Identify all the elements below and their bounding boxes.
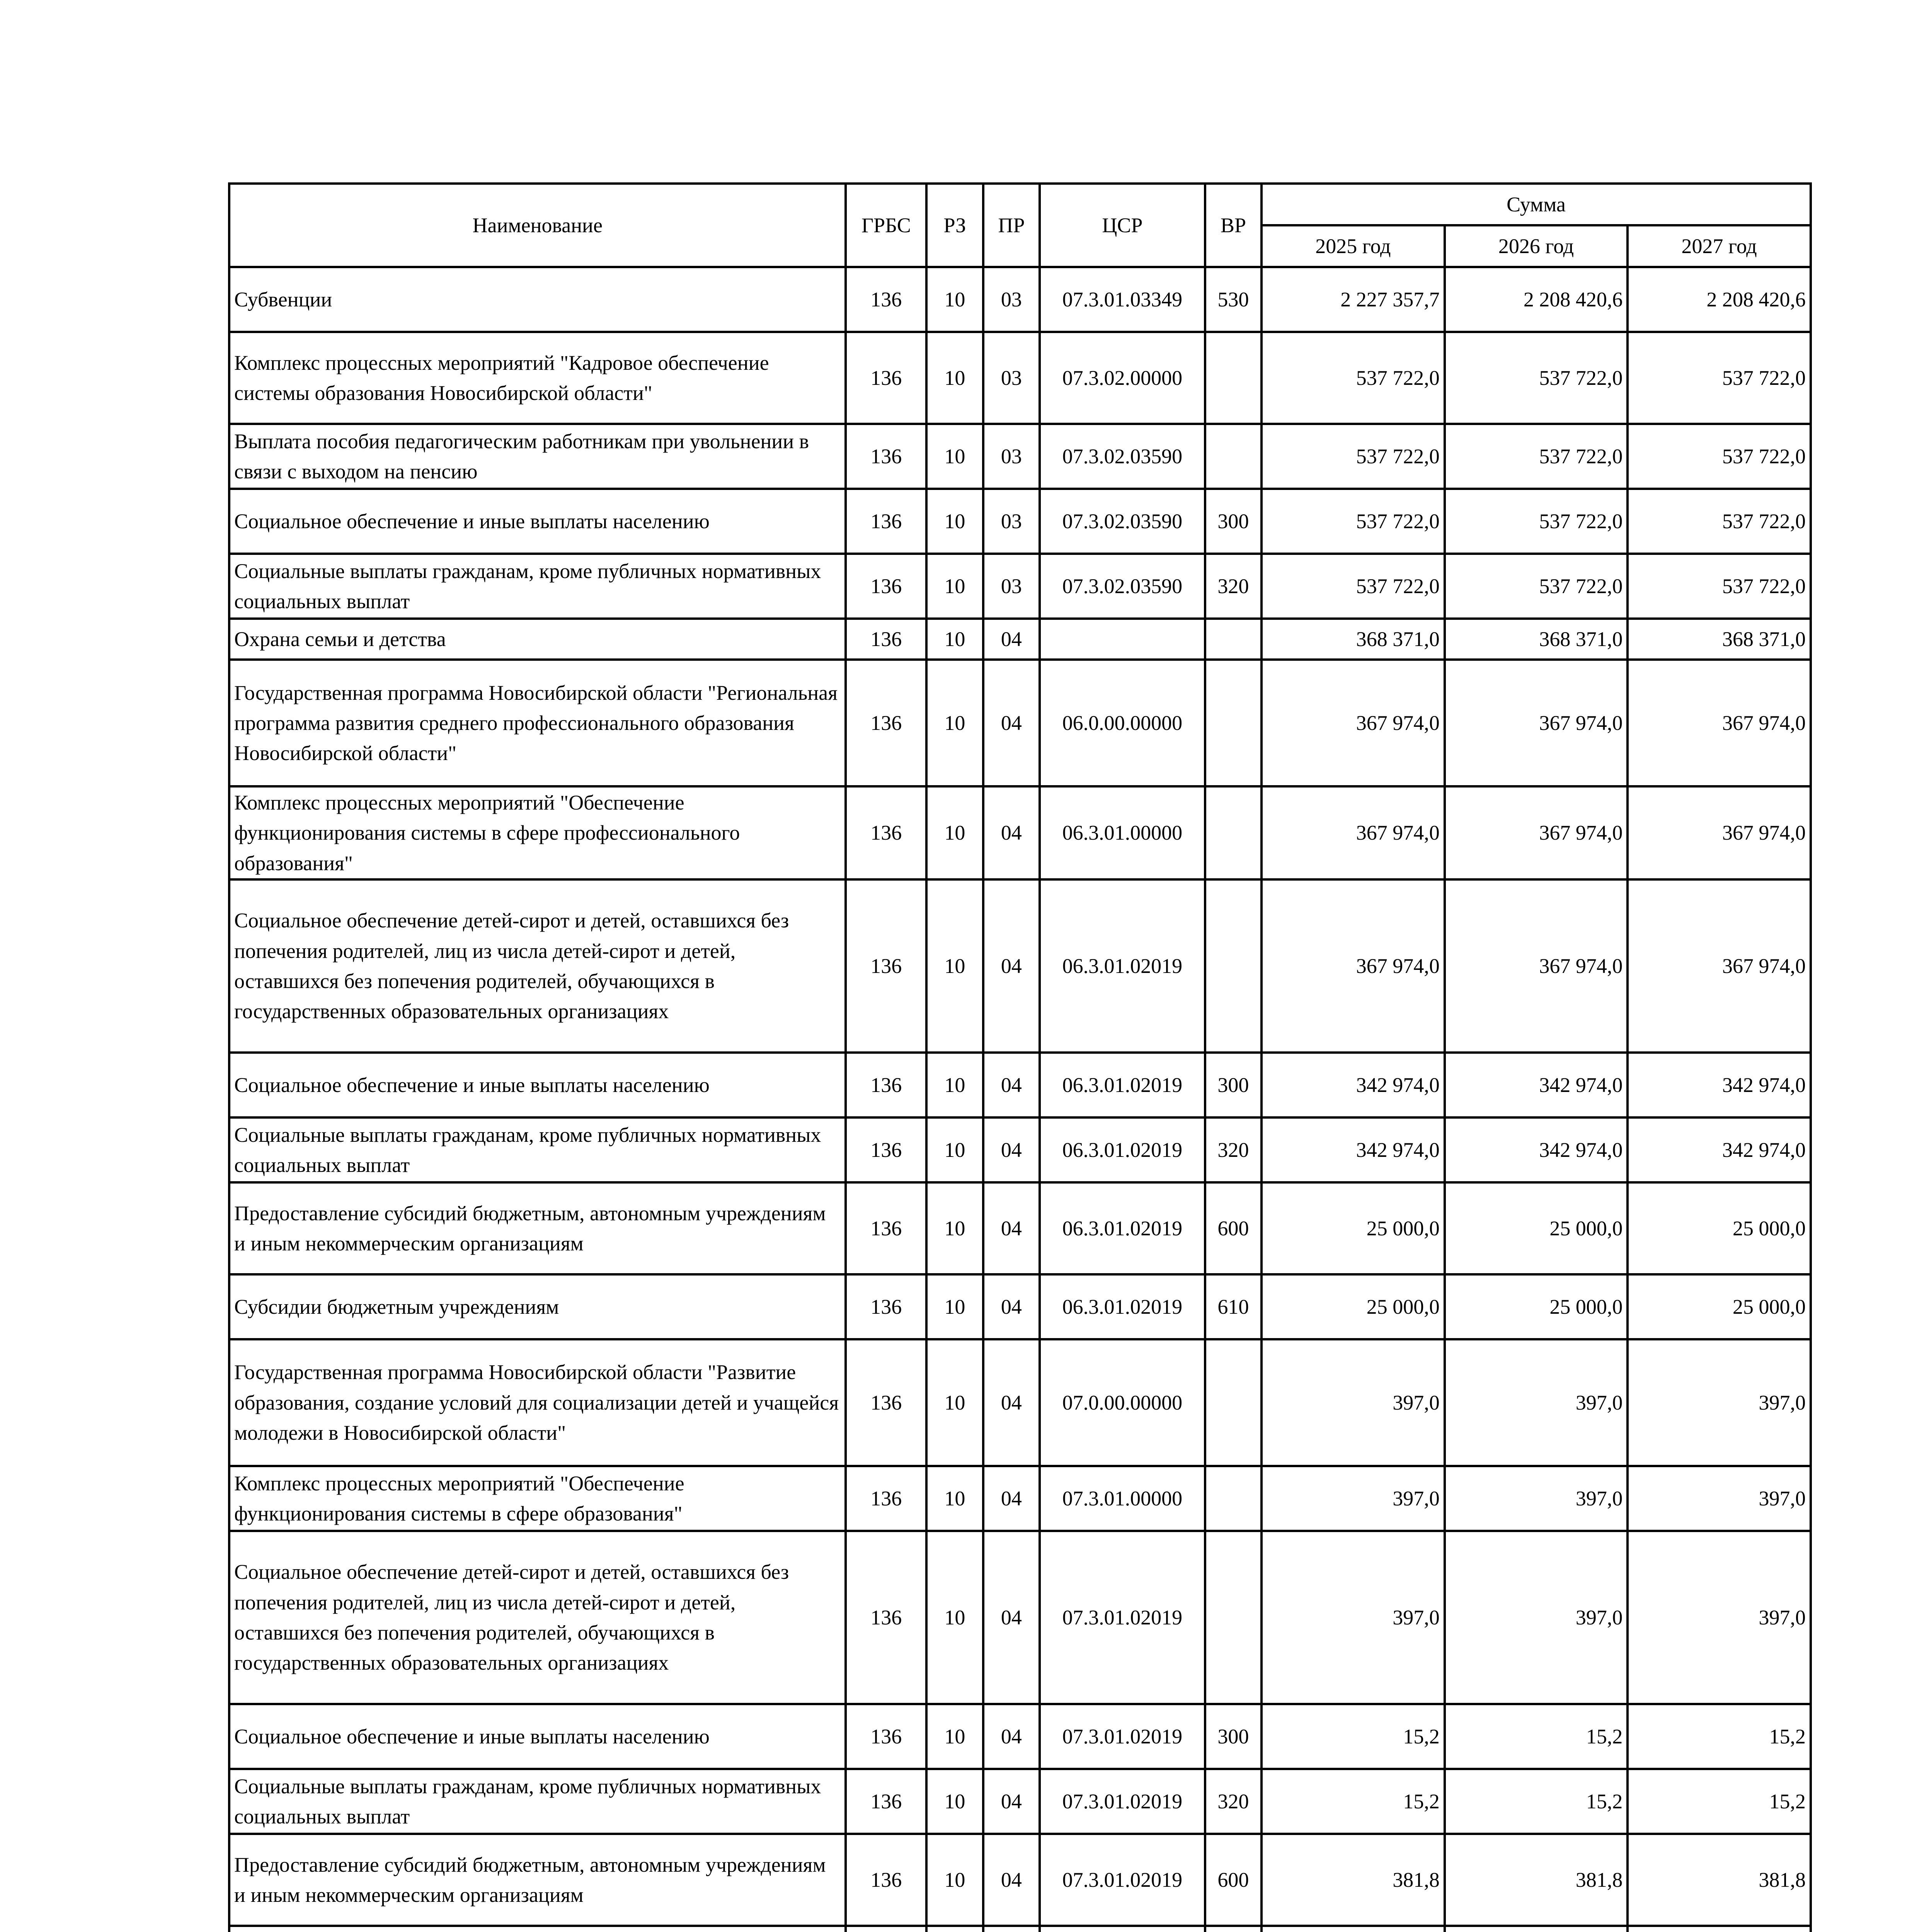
cell-sum-2025: 15,2 [1262, 1704, 1445, 1769]
cell-csr: 07.0.00.00000 [1040, 1339, 1205, 1466]
cell-vr: 300 [1205, 1704, 1262, 1769]
table-row [229, 879, 1811, 1053]
cell-rz: 10 [926, 489, 983, 554]
cell-sum-2027: 2 208 420,6 [1628, 267, 1811, 332]
cell-rz: 10 [926, 1182, 983, 1274]
cell-sum-2027: 342 974,0 [1628, 1117, 1811, 1182]
cell-vr [1205, 786, 1262, 879]
table-row [229, 554, 1811, 619]
cell-rz: 10 [926, 1704, 983, 1769]
table-row [229, 1339, 1811, 1466]
cell-grbs: 136 [846, 1531, 926, 1704]
cell-sum-2026: 537 722,0 [1445, 554, 1628, 619]
cell-vr [1205, 1531, 1262, 1704]
cell-sum-2026: 25 000,0 [1445, 1182, 1628, 1274]
cell-sum-2026: 537 722,0 [1445, 424, 1628, 489]
cell-sum-2026: 381,8 [1445, 1834, 1628, 1926]
table-row [229, 786, 1811, 879]
cell-sum-2026: 397,0 [1445, 1466, 1628, 1531]
cell-grbs: 136 [846, 786, 926, 879]
cell-sum-2027: 397,0 [1628, 1531, 1811, 1704]
table-row [229, 332, 1811, 424]
cell-vr: 600 [1205, 1182, 1262, 1274]
cell-name: Комплекс процессных мероприятий "Обеспечение функционирования системы в сфере образования" [229, 1466, 846, 1531]
cell-name: Субвенции [229, 267, 846, 332]
cell-sum-2027: 368 371,0 [1628, 619, 1811, 660]
cell-sum-2025: 2 227 357,7 [1262, 267, 1445, 332]
cell-sum-2026: 2 208 420,6 [1445, 267, 1628, 332]
cell-pr: 04 [983, 1117, 1040, 1182]
cell-csr: 07.3.02.03590 [1040, 554, 1205, 619]
cell-sum-2027: 397,0 [1628, 1466, 1811, 1531]
header-name: Наименование [229, 184, 846, 267]
cell-name: Социальное обеспечение и иные выплаты населению [229, 489, 846, 554]
cell-sum-2025: 342 974,0 [1262, 1053, 1445, 1117]
cell-grbs: 136 [846, 1769, 926, 1834]
cell-csr: 07.3.01.02019 [1040, 1531, 1205, 1704]
cell-rz: 10 [926, 1053, 983, 1117]
cell-sum-2026: 367 974,0 [1445, 786, 1628, 879]
header-pr: ПР [983, 184, 1040, 267]
cell-csr: 06.0.00.00000 [1040, 660, 1205, 786]
cell-sum-2025: 397,0 [1262, 1466, 1445, 1531]
cell-grbs: 136 [846, 1117, 926, 1182]
cell-grbs: 136 [846, 489, 926, 554]
cell-grbs: 136 [846, 1182, 926, 1274]
cell-grbs: 136 [846, 1339, 926, 1466]
cell-name: Социальные выплаты гражданам, кроме публичных нормативных социальных выплат [229, 1769, 846, 1834]
cell-name: Комплекс процессных мероприятий "Обеспечение функционирования системы в сфере профессионального образования" [229, 786, 846, 879]
cell-sum-2027: 25 000,0 [1628, 1182, 1811, 1274]
cell-csr: 07.3.01.02019 [1040, 1704, 1205, 1769]
cell-sum-2027: 537 722,0 [1628, 424, 1811, 489]
cell-rz: 10 [926, 267, 983, 332]
cell-sum-2025: 342 974,0 [1262, 1117, 1445, 1182]
cell-sum-2026: 537 722,0 [1445, 489, 1628, 554]
cell-sum-2025: 367 974,0 [1262, 786, 1445, 879]
cell-rz: 10 [926, 1339, 983, 1466]
cell-vr: 320 [1205, 554, 1262, 619]
cell-vr [1205, 332, 1262, 424]
cell-sum-2027: 537 722,0 [1628, 554, 1811, 619]
cell-name: Комплекс процессных мероприятий "Кадровое обеспечение системы образования Новосибирской области" [229, 332, 846, 424]
cell-grbs: 136 [846, 554, 926, 619]
cell-sum-2025: 537 722,0 [1262, 332, 1445, 424]
cell-pr: 04 [983, 786, 1040, 879]
cell-sum-2026: 368 371,0 [1445, 619, 1628, 660]
header-grbs: ГРБС [846, 184, 926, 267]
cell-pr: 03 [983, 267, 1040, 332]
cell-sum-2027: 381,8 [1628, 1834, 1811, 1926]
table-row [229, 1926, 1811, 1932]
cell-name: Субсидии бюджетным учреждениям [229, 1274, 846, 1339]
table-row [229, 1704, 1811, 1769]
cell-name: Выплата пособия педагогическим работникам при увольнении в связи с выходом на пенсию [229, 424, 846, 489]
cell-csr: 06.3.01.02019 [1040, 1117, 1205, 1182]
cell-name: Государственная программа Новосибирской области "Региональная программа развития среднего профессионального образования Новосибирской области" [229, 660, 846, 786]
table-row [229, 1053, 1811, 1117]
budget-table [228, 182, 1812, 1932]
cell-rz: 10 [926, 1531, 983, 1704]
table-body [229, 267, 1811, 1932]
cell-pr [983, 1926, 1040, 1932]
cell-sum-2027: 537 722,0 [1628, 332, 1811, 424]
cell-name: Социальные выплаты гражданам, кроме публичных нормативных социальных выплат [229, 554, 846, 619]
cell-vr [1205, 619, 1262, 660]
header-csr: ЦСР [1040, 184, 1205, 267]
cell-sum-2025: 367 974,0 [1262, 660, 1445, 786]
cell-grbs: 136 [846, 332, 926, 424]
cell-sum-2025: 25 000,0 [1262, 1274, 1445, 1339]
cell-pr: 04 [983, 660, 1040, 786]
cell-grbs: 136 [846, 1704, 926, 1769]
cell-rz: 10 [926, 1274, 983, 1339]
table-row [229, 1117, 1811, 1182]
cell-rz: 10 [926, 619, 983, 660]
cell-csr: 06.3.01.02019 [1040, 1053, 1205, 1117]
cell-rz [926, 1926, 983, 1932]
cell-vr: 320 [1205, 1769, 1262, 1834]
cell-name [229, 1926, 846, 1932]
table-row [229, 267, 1811, 332]
cell-grbs: 136 [846, 660, 926, 786]
cell-name: Социальное обеспечение и иные выплаты населению [229, 1704, 846, 1769]
cell-csr: 06.3.01.02019 [1040, 1274, 1205, 1339]
cell-sum-2025 [1262, 1926, 1445, 1932]
cell-pr: 04 [983, 1466, 1040, 1531]
cell-sum-2027: 25 000,0 [1628, 1274, 1811, 1339]
cell-name: Социальное обеспечение детей-сирот и детей, оставшихся без попечения родителей, лиц из числа детей-сирот и детей, оставшихся без попечения родителей, обучающихся в государственных образовательных организациях [229, 1531, 846, 1704]
header-rz: РЗ [926, 184, 983, 267]
cell-sum-2026 [1445, 1926, 1628, 1932]
header-year-2027: 2027 год [1628, 225, 1811, 267]
header-year-2025: 2025 год [1262, 225, 1445, 267]
cell-rz: 10 [926, 332, 983, 424]
cell-csr: 07.3.02.03590 [1040, 489, 1205, 554]
cell-vr [1205, 1339, 1262, 1466]
cell-rz: 10 [926, 786, 983, 879]
cell-sum-2026: 397,0 [1445, 1339, 1628, 1466]
cell-rz: 10 [926, 424, 983, 489]
cell-csr: 07.3.02.03590 [1040, 424, 1205, 489]
header-sum: Сумма [1262, 184, 1811, 225]
cell-csr: 07.3.02.00000 [1040, 332, 1205, 424]
cell-sum-2025: 537 722,0 [1262, 424, 1445, 489]
cell-sum-2027: 397,0 [1628, 1339, 1811, 1466]
cell-vr: 300 [1205, 489, 1262, 554]
cell-csr [1040, 1926, 1205, 1932]
cell-pr: 04 [983, 1274, 1040, 1339]
cell-sum-2025: 397,0 [1262, 1531, 1445, 1704]
cell-rz: 10 [926, 879, 983, 1053]
table-row [229, 660, 1811, 786]
cell-sum-2026: 342 974,0 [1445, 1117, 1628, 1182]
cell-vr [1205, 879, 1262, 1053]
table-row [229, 1274, 1811, 1339]
table-row [229, 1834, 1811, 1926]
cell-sum-2026: 15,2 [1445, 1769, 1628, 1834]
cell-sum-2026: 15,2 [1445, 1704, 1628, 1769]
cell-grbs [846, 1926, 926, 1932]
cell-csr: 06.3.01.02019 [1040, 1182, 1205, 1274]
cell-vr [1205, 660, 1262, 786]
cell-sum-2025: 367 974,0 [1262, 879, 1445, 1053]
cell-sum-2025: 381,8 [1262, 1834, 1445, 1926]
cell-rz: 10 [926, 1834, 983, 1926]
cell-name: Охрана семьи и детства [229, 619, 846, 660]
cell-vr: 320 [1205, 1117, 1262, 1182]
table-row [229, 1466, 1811, 1531]
cell-csr [1040, 619, 1205, 660]
cell-sum-2026: 25 000,0 [1445, 1274, 1628, 1339]
cell-sum-2025: 25 000,0 [1262, 1182, 1445, 1274]
cell-sum-2025: 537 722,0 [1262, 554, 1445, 619]
cell-sum-2027: 367 974,0 [1628, 786, 1811, 879]
cell-sum-2027: 15,2 [1628, 1704, 1811, 1769]
cell-csr: 07.3.01.02019 [1040, 1834, 1205, 1926]
cell-pr: 04 [983, 1339, 1040, 1466]
cell-sum-2027: 537 722,0 [1628, 489, 1811, 554]
cell-sum-2027: 15,2 [1628, 1769, 1811, 1834]
cell-sum-2025: 368 371,0 [1262, 619, 1445, 660]
cell-csr: 07.3.01.02019 [1040, 1769, 1205, 1834]
cell-vr: 610 [1205, 1274, 1262, 1339]
cell-name: Социальное обеспечение и иные выплаты населению [229, 1053, 846, 1117]
cell-pr: 03 [983, 424, 1040, 489]
cell-name: Предоставление субсидий бюджетным, автономным учреждениям и иным некоммерческим организациям [229, 1182, 846, 1274]
cell-pr: 04 [983, 1704, 1040, 1769]
cell-grbs: 136 [846, 1834, 926, 1926]
cell-rz: 10 [926, 554, 983, 619]
cell-pr: 04 [983, 1834, 1040, 1926]
cell-grbs: 136 [846, 1053, 926, 1117]
cell-pr: 04 [983, 879, 1040, 1053]
cell-name: Социальные выплаты гражданам, кроме публичных нормативных социальных выплат [229, 1117, 846, 1182]
cell-csr: 07.3.01.03349 [1040, 267, 1205, 332]
table-row [229, 1769, 1811, 1834]
cell-pr: 03 [983, 332, 1040, 424]
cell-vr [1205, 424, 1262, 489]
header-year-2026: 2026 год [1445, 225, 1628, 267]
cell-sum-2026: 342 974,0 [1445, 1053, 1628, 1117]
cell-sum-2027: 342 974,0 [1628, 1053, 1811, 1117]
cell-pr: 04 [983, 1769, 1040, 1834]
table-row [229, 424, 1811, 489]
cell-grbs: 136 [846, 879, 926, 1053]
cell-pr: 03 [983, 489, 1040, 554]
cell-rz: 10 [926, 660, 983, 786]
table-row [229, 619, 1811, 660]
cell-csr: 07.3.01.00000 [1040, 1466, 1205, 1531]
cell-csr: 06.3.01.00000 [1040, 786, 1205, 879]
cell-pr: 04 [983, 1053, 1040, 1117]
cell-grbs: 136 [846, 1466, 926, 1531]
cell-sum-2025: 397,0 [1262, 1339, 1445, 1466]
table-row [229, 1182, 1811, 1274]
cell-grbs: 136 [846, 1274, 926, 1339]
cell-csr: 06.3.01.02019 [1040, 879, 1205, 1053]
cell-vr [1205, 1926, 1262, 1932]
cell-grbs: 136 [846, 619, 926, 660]
cell-pr: 04 [983, 1531, 1040, 1704]
cell-sum-2025: 15,2 [1262, 1769, 1445, 1834]
cell-grbs: 136 [846, 424, 926, 489]
cell-name: Государственная программа Новосибирской области "Развитие образования, создание условий для социализации детей и учащейся молодежи в Новосибирской области" [229, 1339, 846, 1466]
cell-name: Предоставление субсидий бюджетным, автономным учреждениям и иным некоммерческим организациям [229, 1834, 846, 1926]
cell-sum-2027 [1628, 1926, 1811, 1932]
cell-sum-2026: 397,0 [1445, 1531, 1628, 1704]
cell-sum-2026: 367 974,0 [1445, 879, 1628, 1053]
cell-sum-2026: 367 974,0 [1445, 660, 1628, 786]
cell-grbs: 136 [846, 267, 926, 332]
cell-sum-2026: 537 722,0 [1445, 332, 1628, 424]
cell-sum-2027: 367 974,0 [1628, 879, 1811, 1053]
cell-sum-2027: 367 974,0 [1628, 660, 1811, 786]
cell-sum-2025: 537 722,0 [1262, 489, 1445, 554]
table-row [229, 1531, 1811, 1704]
cell-pr: 04 [983, 1182, 1040, 1274]
cell-pr: 04 [983, 619, 1040, 660]
cell-vr: 300 [1205, 1053, 1262, 1117]
cell-rz: 10 [926, 1117, 983, 1182]
cell-rz: 10 [926, 1466, 983, 1531]
cell-pr: 03 [983, 554, 1040, 619]
cell-rz: 10 [926, 1769, 983, 1834]
cell-vr: 530 [1205, 267, 1262, 332]
table-row [229, 489, 1811, 554]
cell-vr: 600 [1205, 1834, 1262, 1926]
cell-vr [1205, 1466, 1262, 1531]
cell-name: Социальное обеспечение детей-сирот и детей, оставшихся без попечения родителей, лиц из числа детей-сирот и детей, оставшихся без попечения родителей, обучающихся в государственных образовательных организациях [229, 879, 846, 1053]
header-vr: ВР [1205, 184, 1262, 267]
